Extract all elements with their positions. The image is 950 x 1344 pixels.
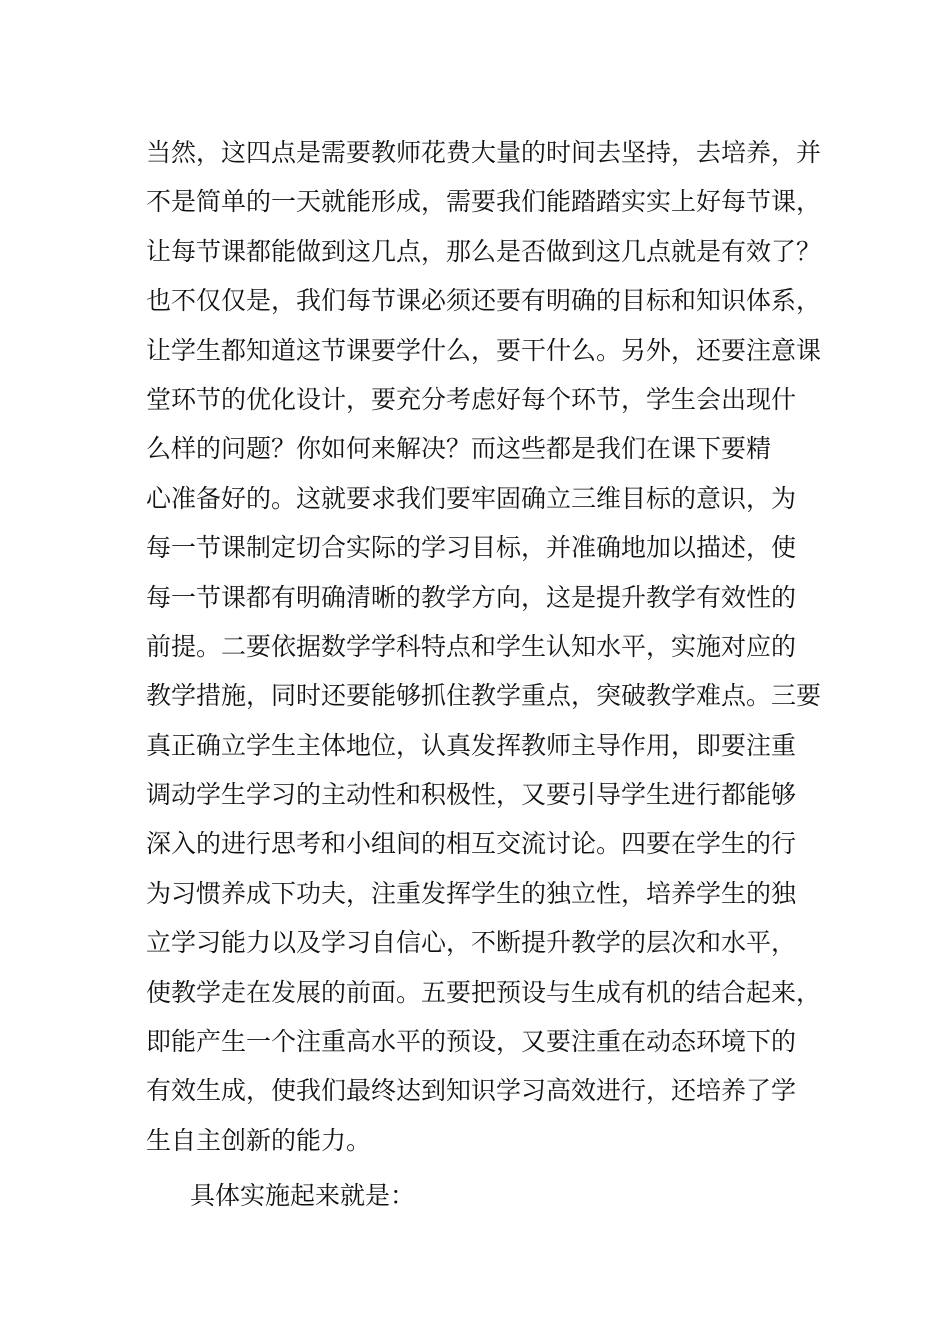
text-line: 使教学走在发展的前面。五要把预设与生成有机的结合起来， xyxy=(146,977,822,1007)
text-line: 教学措施，同时还要能够抓住教学重点，突破教学难点。三要 xyxy=(146,681,822,711)
text-line: 每一节课都有明确清晰的教学方向，这是提升教学有效性的 xyxy=(146,582,797,612)
text-line: 堂环节的优化设计，要充分考虑好每个环节，学生会出现什 xyxy=(146,384,797,414)
text-line: 每一节课制定切合实际的学习目标，并准确地加以描述，使 xyxy=(146,533,797,563)
text-line: 心准备好的。这就要求我们要牢固确立三维目标的意识，为 xyxy=(146,483,797,513)
text-line: 生自主创新的能力。 xyxy=(146,1125,372,1155)
paragraph-2: 具体实施起来就是： xyxy=(190,1181,416,1211)
text-line: 么样的问题？你如何来解决？而这些都是我们在课下要精 xyxy=(146,434,772,464)
text-line: 也不仅仅是，我们每节课必须还要有明确的目标和知识体系， xyxy=(146,286,822,316)
text-line: 立学习能力以及学习自信心，不断提升教学的层次和水平， xyxy=(146,928,797,958)
text-line: 让学生都知道这节课要学什么，要干什么。另外，还要注意课 xyxy=(146,335,822,365)
text-line: 让每节课都能做到这几点，那么是否做到这几点就是有效了？ xyxy=(146,236,822,266)
text-line: 当然，这四点是需要教师花费大量的时间去坚持，去培养，并 xyxy=(146,138,822,167)
text-line: 有效生成，使我们最终达到知识学习高效进行，还培养了学 xyxy=(146,1076,797,1106)
text-line: 即能产生一个注重高水平的预设，又要注重在动态环境下的 xyxy=(146,1027,797,1057)
body-text xyxy=(146,128,846,1221)
text-line: 前提。二要依据数学学科特点和学生认知水平，实施对应的 xyxy=(146,631,797,661)
text-line: 不是简单的一天就能形成，需要我们能踏踏实实上好每节课， xyxy=(146,187,822,217)
text-line: 调动学生学习的主动性和积极性，又要引导学生进行都能够 xyxy=(146,780,797,810)
text-line: 为习惯养成下功夫，注重发挥学生的独立性，培养学生的独 xyxy=(146,878,797,908)
text-line: 真正确立学生主体地位，认真发挥教师主导作用，即要注重 xyxy=(146,730,797,760)
text-line: 深入的进行思考和小组间的相互交流讨论。四要在学生的行 xyxy=(146,829,797,859)
